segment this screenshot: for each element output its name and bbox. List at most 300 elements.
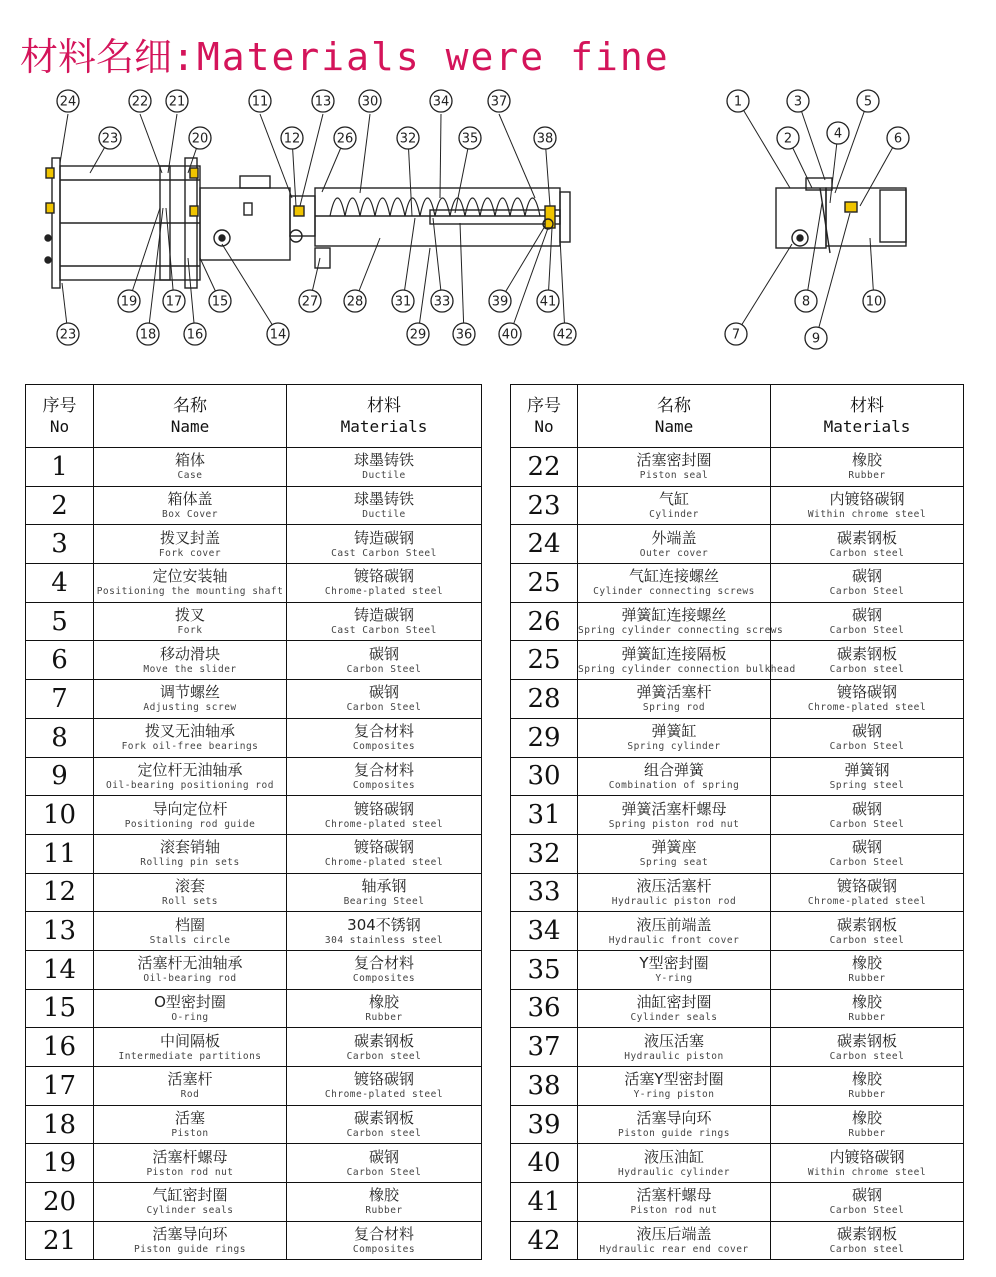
part-name [578, 641, 796, 680]
part-material-cn: 304不锈钢 [347, 915, 421, 934]
callout-22 [129, 90, 151, 112]
part-material [771, 912, 964, 951]
part-name [578, 1105, 771, 1144]
part-name-en: Piston rod nut [630, 1205, 718, 1217]
part-name-cn: 弹簧活塞杆 [636, 683, 712, 702]
part-name-cn: 活塞导向环 [152, 1225, 228, 1244]
part-name-cn: 活塞杆无油轴承 [137, 954, 243, 973]
callout-label: 35 [461, 131, 479, 147]
part-name-cn: 活塞导向环 [636, 1109, 712, 1128]
part-material-cn: 碳素钢板 [353, 1109, 414, 1128]
callout-26 [334, 127, 356, 149]
part-material-cn: 橡胶 [851, 992, 882, 1011]
callout-label: 34 [432, 94, 450, 110]
callout-40 [499, 323, 521, 345]
part-name-en: Roll sets [162, 895, 218, 907]
callout-32 [397, 127, 419, 149]
part-name-cn: Y型密封圈 [639, 954, 709, 973]
part-name-cn: 液压油缸 [643, 1147, 704, 1166]
table-row [511, 525, 964, 564]
callout-label: 12 [283, 131, 301, 147]
part-material [287, 1105, 482, 1144]
part-name [578, 486, 771, 525]
part-material-en: Rubber [365, 1205, 403, 1217]
part-name [94, 525, 287, 564]
part-material-cn: 镀铬碳钢 [836, 683, 897, 702]
header-name-en: Name [170, 416, 210, 436]
table-row [511, 1183, 964, 1222]
callout-label: 36 [455, 327, 473, 343]
part-name [94, 950, 287, 989]
table-row [26, 1067, 482, 1106]
header-name-cn: 名称 [657, 395, 691, 416]
part-material-en: Carbon steel [829, 1244, 905, 1256]
part-name-en: Cylinder seals [630, 1011, 718, 1023]
part-name-cn: 调节螺丝 [159, 683, 220, 702]
part-name-en: Hydraulic piston rod [611, 895, 737, 907]
part-number: 12 [26, 873, 94, 912]
part-material-cn: 碳钢 [851, 722, 882, 741]
callout-label: 16 [186, 327, 204, 343]
callout-label: 3 [793, 94, 803, 110]
part-name [94, 989, 287, 1028]
part-number: 31 [511, 796, 578, 835]
table-row [26, 1221, 482, 1260]
table-row [26, 950, 482, 989]
callout-41 [537, 290, 559, 312]
part-name [578, 989, 771, 1028]
part-name-cn: 拨叉 [174, 606, 205, 625]
part-name-en: Spring seat [639, 857, 709, 869]
part-name-en: Y-ring piston [633, 1089, 715, 1101]
header-name-cn: 名称 [173, 395, 207, 416]
materials-table-left [25, 384, 482, 1260]
callout-31 [392, 290, 414, 312]
part-number: 32 [511, 834, 578, 873]
part-number: 42 [511, 1221, 578, 1260]
header-material [287, 385, 482, 448]
part-name-cn: 弹簧缸连接螺丝 [621, 606, 727, 625]
part-material-en: Rubber [848, 1011, 886, 1023]
header-name [578, 385, 771, 448]
part-material-en: Spring steel [829, 779, 905, 791]
part-name-cn: 液压活塞杆 [636, 876, 712, 895]
callout-label: 40 [501, 327, 519, 343]
table-row [26, 602, 482, 641]
part-number: 20 [26, 1183, 94, 1222]
callout-label: 18 [139, 327, 157, 343]
part-material-en: Carbon Steel [829, 857, 905, 869]
table-row [511, 757, 964, 796]
part-name-en: Piston seal [639, 470, 709, 482]
part-name [578, 525, 771, 564]
part-number: 7 [26, 680, 94, 719]
part-material [287, 950, 482, 989]
part-name-cn: 活塞 [174, 1109, 205, 1128]
part-material-en: Within chrome steel [807, 509, 927, 521]
part-material-en: 304 stainless steel [324, 934, 444, 946]
callout-label: 7 [731, 327, 741, 343]
part-name-cn: 拨叉无油轴承 [144, 722, 235, 741]
part-name-en: Fork oil-free bearings [121, 741, 259, 753]
part-material-cn: 碳钢 [851, 567, 882, 586]
part-name-en: Rolling pin sets [140, 857, 240, 869]
part-material-en: Carbon Steel [829, 818, 905, 830]
callout-label: 32 [399, 131, 417, 147]
callout-label: 6 [893, 131, 903, 147]
part-material-cn: 铸造碳钢 [353, 528, 414, 547]
header-no-cn: 序号 [42, 395, 77, 416]
part-material [771, 1067, 964, 1106]
part-number: 29 [511, 718, 578, 757]
table-row [26, 834, 482, 873]
part-material [771, 1221, 964, 1260]
part-name-en: Cylinder connecting screws [593, 586, 755, 598]
callout-24 [57, 90, 79, 112]
part-name [578, 1144, 771, 1183]
table-row [26, 1183, 482, 1222]
part-number: 23 [511, 486, 578, 525]
table-row [26, 641, 482, 680]
part-material-cn: 碳钢 [851, 1186, 882, 1205]
part-material [771, 950, 964, 989]
part-name-cn: 活塞Y型密封圈 [624, 1070, 724, 1089]
part-name-en: Oil-bearing rod [143, 973, 237, 985]
table-row [26, 989, 482, 1028]
part-name [94, 1183, 287, 1222]
header-no-en: No [49, 416, 70, 436]
part-material [287, 448, 482, 487]
part-name-cn: 活塞杆螺母 [152, 1147, 228, 1166]
part-name-cn: 移动滑块 [159, 644, 220, 663]
part-material [771, 564, 964, 603]
header-material-cn: 材料 [850, 395, 884, 416]
callout-10 [863, 290, 885, 312]
part-number: 8 [26, 718, 94, 757]
part-material-cn: 碳钢 [851, 838, 882, 857]
part-name [578, 834, 771, 873]
callout-label: 31 [394, 294, 412, 310]
part-material-cn: 橡胶 [851, 954, 882, 973]
part-material-en: Bearing Steel [343, 895, 425, 907]
part-name-cn: 定位杆无油轴承 [137, 760, 243, 779]
part-material [287, 680, 482, 719]
callout-21 [166, 90, 188, 112]
part-material [771, 1144, 964, 1183]
part-name-cn: 气缸连接螺丝 [628, 567, 719, 586]
part-name [94, 1028, 287, 1067]
table-row [511, 912, 964, 951]
callout-8 [795, 290, 817, 312]
table-row [511, 796, 964, 835]
part-name-cn: 拨叉封盖 [159, 528, 220, 547]
callout-label: 30 [361, 94, 379, 110]
table-row [511, 564, 964, 603]
part-material [287, 834, 482, 873]
callout-34 [430, 90, 452, 112]
callout-42 [554, 323, 576, 345]
part-name [578, 950, 771, 989]
callout-label: 15 [211, 294, 229, 310]
table-row [26, 796, 482, 835]
callout-label: 24 [59, 94, 77, 110]
part-name-cn: 箱体盖 [167, 490, 213, 509]
part-name [578, 1028, 771, 1067]
table-row [511, 641, 964, 680]
part-number: 18 [26, 1105, 94, 1144]
part-number: 1 [26, 448, 94, 487]
part-material [771, 757, 964, 796]
part-name-cn: 定位安装轴 [152, 567, 228, 586]
part-name-cn: 箱体 [174, 451, 205, 470]
part-name-en: Cylinder seals [146, 1205, 234, 1217]
part-name [578, 1221, 771, 1260]
part-name [578, 1067, 771, 1106]
part-name-en: Hydraulic front cover [608, 934, 740, 946]
part-number: 22 [511, 448, 578, 487]
part-number: 36 [511, 989, 578, 1028]
part-name-cn: 弹簧活塞杆螺母 [621, 799, 727, 818]
part-material [287, 1221, 482, 1260]
part-name-cn: 弹簧缸 [651, 722, 697, 741]
part-material [771, 602, 964, 641]
part-material-en: Carbon Steel [346, 663, 422, 675]
part-material-cn: 复合材料 [353, 1225, 414, 1244]
part-material [287, 564, 482, 603]
part-material-cn: 内镀铬碳钢 [829, 1147, 905, 1166]
callout-label: 10 [865, 294, 883, 310]
part-name [94, 873, 287, 912]
callout-37 [488, 90, 510, 112]
part-name-en: Spring cylinder [627, 741, 721, 753]
part-material [287, 641, 482, 680]
part-material-en: Carbon Steel [829, 586, 905, 598]
table-row [511, 834, 964, 873]
part-name-en: Stalls circle [149, 934, 231, 946]
callout-23 [99, 127, 121, 149]
part-number: 35 [511, 950, 578, 989]
part-name-cn: 液压后端盖 [636, 1225, 712, 1244]
callout-27 [299, 290, 321, 312]
callout-label: 22 [131, 94, 149, 110]
part-number: 16 [26, 1028, 94, 1067]
part-material-cn: 碳素钢板 [836, 1225, 897, 1244]
part-number: 24 [511, 525, 578, 564]
header-name-en: Name [654, 416, 694, 436]
assembly-diagram [0, 88, 996, 360]
callout-14 [267, 323, 289, 345]
callout-33 [431, 290, 453, 312]
part-number: 9 [26, 757, 94, 796]
part-number: 38 [511, 1067, 578, 1106]
header-material-en: Materials [340, 416, 428, 436]
part-name-cn: 外端盖 [651, 528, 697, 547]
callout-35 [459, 127, 481, 149]
part-name [94, 602, 287, 641]
part-material [287, 796, 482, 835]
part-material-en: Carbon Steel [829, 625, 905, 637]
part-material-en: Composites [352, 973, 416, 985]
table-row [26, 1144, 482, 1183]
part-material-cn: 复合材料 [353, 722, 414, 741]
callout-38 [534, 127, 556, 149]
part-material-cn: 弹簧钢 [844, 760, 890, 779]
part-name-cn: 组合弹簧 [643, 760, 704, 779]
part-name-en: Hydraulic rear end cover [599, 1244, 749, 1256]
part-material-en: Chrome-plated steel [324, 857, 444, 869]
part-material [287, 525, 482, 564]
header-no [26, 385, 94, 448]
callout-label: 13 [314, 94, 332, 110]
part-material-en: Carbon Steel [346, 702, 422, 714]
part-name [578, 718, 771, 757]
part-name-cn: 气缸密封圈 [152, 1186, 228, 1205]
part-name [578, 873, 771, 912]
part-number: 15 [26, 989, 94, 1028]
part-material-en: Chrome-plated steel [807, 702, 927, 714]
part-material-en: Carbon steel [346, 1050, 422, 1062]
page-title [20, 26, 670, 81]
materials-table-right [510, 384, 964, 1260]
part-name [94, 1067, 287, 1106]
part-name-en: Fork cover [158, 547, 222, 559]
part-name [94, 757, 287, 796]
part-name [94, 1221, 287, 1260]
part-material-en: Rubber [848, 973, 886, 985]
callout-17 [163, 290, 185, 312]
part-material [287, 989, 482, 1028]
part-name-en: Y-ring [655, 973, 693, 985]
part-number: 41 [511, 1183, 578, 1222]
part-material-cn: 碳钢 [851, 606, 882, 625]
part-name [94, 680, 287, 719]
part-material [771, 641, 964, 680]
part-material-en: Ductile [362, 470, 406, 482]
table-header-row [511, 385, 964, 448]
part-name-cn: 液压前端盖 [636, 915, 712, 934]
part-material [771, 1105, 964, 1144]
part-material-en: Carbon Steel [829, 741, 905, 753]
callout-label: 20 [191, 131, 209, 147]
part-name-en: Spring piston rod nut [608, 818, 740, 830]
part-name-cn: 活塞杆螺母 [636, 1186, 712, 1205]
part-name-cn: 滚套销轴 [159, 838, 220, 857]
table-row [26, 873, 482, 912]
part-material [771, 486, 964, 525]
part-name-cn: 弹簧座 [651, 838, 697, 857]
part-name-cn: O型密封圈 [154, 992, 226, 1011]
part-material-en: Ductile [362, 509, 406, 521]
part-material-en: Rubber [848, 470, 886, 482]
part-material-cn: 内镀铬碳钢 [829, 490, 905, 509]
callout-6 [887, 127, 909, 149]
part-name-en: Cylinder [649, 509, 699, 521]
callout-15 [209, 290, 231, 312]
part-material-cn: 复合材料 [353, 954, 414, 973]
part-material-cn: 橡胶 [851, 1109, 882, 1128]
callout-5 [857, 90, 879, 112]
callout-13 [312, 90, 334, 112]
part-material-cn: 球墨铸铁 [353, 490, 414, 509]
part-name [578, 680, 771, 719]
callout-3 [787, 90, 809, 112]
part-material [771, 989, 964, 1028]
part-material-cn: 碳钢 [368, 644, 399, 663]
part-material-cn: 碳素钢板 [836, 1031, 897, 1050]
callout-label: 11 [251, 94, 269, 110]
callout-30 [359, 90, 381, 112]
part-material [287, 602, 482, 641]
part-name-cn: 弹簧缸连接隔板 [621, 644, 727, 663]
callout-label: 1 [733, 94, 743, 110]
part-name-en: Positioning the mounting shaft [96, 586, 284, 598]
part-material-cn: 橡胶 [851, 451, 882, 470]
part-material-en: Chrome-plated steel [324, 586, 444, 598]
part-name [578, 1183, 771, 1222]
part-material-cn: 橡胶 [851, 1070, 882, 1089]
part-material-en: Rubber [848, 1089, 886, 1101]
table-row [26, 912, 482, 951]
part-name-en: Piston guide rings [134, 1244, 246, 1256]
part-name-en: Piston guide rings [618, 1128, 730, 1140]
table-row [511, 718, 964, 757]
part-name [94, 796, 287, 835]
part-name-en: Fork [177, 625, 203, 637]
part-name [94, 718, 287, 757]
header-no [511, 385, 578, 448]
part-material-cn: 球墨铸铁 [353, 451, 414, 470]
part-name-en: Oil-bearing positioning rod [106, 779, 274, 791]
table-row [511, 602, 964, 641]
table-row [511, 680, 964, 719]
table-row [26, 680, 482, 719]
part-material-cn: 碳素钢板 [836, 528, 897, 547]
callout-23 [57, 323, 79, 345]
part-material-en: Cast Carbon Steel [331, 547, 437, 559]
callout-9 [805, 327, 827, 349]
table-row [26, 718, 482, 757]
callout-label: 19 [120, 294, 138, 310]
part-name-en: Combination of spring [608, 779, 740, 791]
table-row [511, 1105, 964, 1144]
part-number: 21 [26, 1221, 94, 1260]
callout-label: 37 [490, 94, 508, 110]
part-material-cn: 碳钢 [368, 683, 399, 702]
table-row [511, 989, 964, 1028]
part-material-en: Cast Carbon Steel [331, 625, 437, 637]
part-name-cn: 液压活塞 [643, 1031, 704, 1050]
table-row [511, 873, 964, 912]
part-material-cn: 铸造碳钢 [353, 606, 414, 625]
part-material [287, 1067, 482, 1106]
part-material-cn: 碳素钢板 [836, 915, 897, 934]
part-name-en: Hydraulic piston [624, 1050, 724, 1062]
part-name-en: Intermediate partitions [118, 1050, 262, 1062]
part-material [287, 912, 482, 951]
part-material [771, 448, 964, 487]
part-name-en: Piston [171, 1128, 209, 1140]
part-name [578, 602, 784, 641]
part-material-en: Carbon steel [829, 663, 905, 675]
part-material [771, 1028, 964, 1067]
part-material-cn: 镀铬碳钢 [353, 799, 414, 818]
callout-label: 4 [833, 126, 843, 142]
part-number: 26 [511, 602, 578, 641]
part-material-en: Composites [352, 779, 416, 791]
callout-label: 17 [165, 294, 183, 310]
table-row [511, 1144, 964, 1183]
table-row [26, 486, 482, 525]
